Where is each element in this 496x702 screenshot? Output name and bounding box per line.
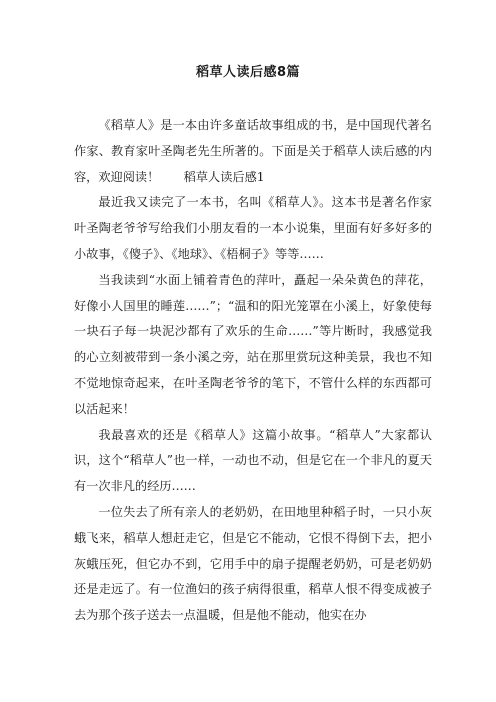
paragraph: 最近我又读完了一本书，名叫《稻草人》。这本书是著名作家叶圣陶老爷爷写给我们小朋友看的一本小说集，里面有好多好多的小故事，《傻子》、《地球》、《梧桐子》等等…… xyxy=(74,195,432,261)
document-body xyxy=(74,113,432,629)
paragraph: 一位失去了所有亲人的老奶奶，在田地里种稻子时，一只小灰蛾飞来，稻草人想赶走它，但是它不能动，它恨不得倒下去，把小灰蛾压死，但它办不到，它用手中的扇子提醒老奶奶，可是老奶奶还是走远了。有一位渔妇的孩子病得很重，稻草人恨不得变成被子去为那个孩子送去一点温暖，但是他不能动，他实在办 xyxy=(74,504,432,623)
paragraph: 我最喜欢的还是《稻草人》这篇小故事。“稻草人”大家都认识，这个“稻草人”也一样，一动也不动，但是它在一个非凡的夏天有一次非凡的经历…… xyxy=(74,427,432,494)
paragraph: 当我读到“水面上铺着青色的萍叶，矗起一朵朵黄色的萍花，好像小人国里的睡莲……”；“温和的阳光笼罩在小溪上，好象使每一块石子每一块泥沙都有了欢乐的生命……”等片断时，我感觉我的心立刻被带到一条小溪之旁，站在那里赏玩这种美景，我也不知不觉地惊奇起来，在叶圣陶老爷爷的笔下，不管什么样的东西都可以活起来！ xyxy=(74,272,432,416)
paragraph: 《稻草人》是一本由许多童话故事组成的书，是中国现代著名作家、教育家叶圣陶老先生所著的。下面是关于稻草人读后感的内容，欢迎阅读！ 稻草人读后感1 xyxy=(74,118,432,184)
document-title: 稻草人读后感8篇 xyxy=(195,65,301,80)
